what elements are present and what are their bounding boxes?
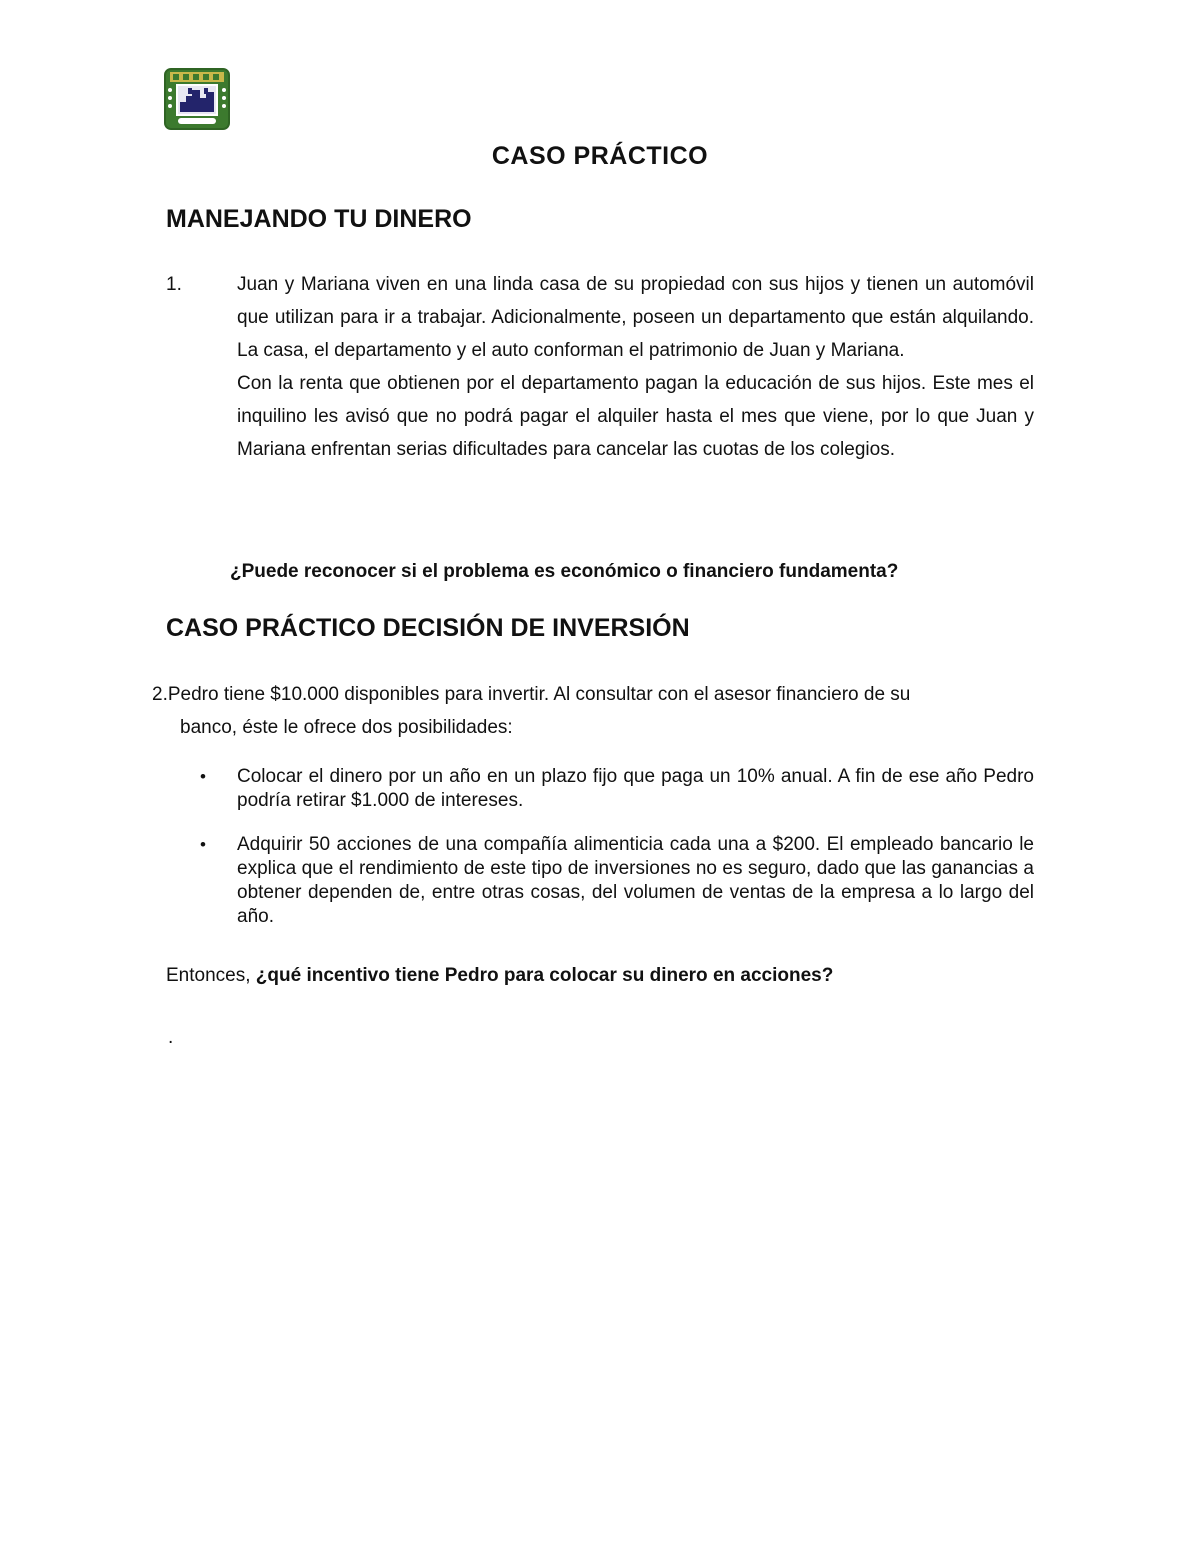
investment-options-list: [200, 765, 1034, 949]
list-item: [200, 765, 1034, 813]
section-heading-inversion: CASO PRÁCTICO DECISIÓN DE INVERSIÓN: [166, 614, 690, 642]
case-paragraph-1: Juan y Mariana viven en una linda casa de su propiedad con sus hijos y tienen un automóvil que utilizan para ir a trabajar. Adicionalmente, poseen un departamento que están alquilando. La casa, el departamento y el auto conforman el patrimonio de Juan y Mariana.: [237, 274, 1034, 361]
case-2-question: [166, 965, 833, 987]
institution-logo: [164, 68, 230, 130]
case-item-2-intro: [152, 678, 1034, 744]
bullet-icon: •: [200, 835, 206, 854]
question-prefix: Entonces,: [166, 965, 256, 986]
bullet-icon: •: [200, 767, 206, 786]
case-paragraph-2: Con la renta que obtienen por el departamento pagan la educación de sus hijos. Este mes el inquilino les avisó que no podrá pagar el alquiler hasta el mes que viene, por lo que Juan y Mariana enfrentan serias dificultades para cancelar las cuotas de los colegios.: [237, 373, 1034, 460]
case-1-question: ¿Puede reconocer si el problema es económico o financiero fundamenta?: [230, 561, 899, 582]
case-item-2-line-1: 2.Pedro tiene $10.000 disponibles para invertir. Al consultar con el asesor financiero de su: [152, 684, 911, 705]
section-heading-manejando: MANEJANDO TU DINERO: [166, 205, 472, 233]
case-item-1-text: [237, 268, 1034, 466]
trailing-mark: .: [168, 1027, 174, 1048]
list-item: [200, 833, 1034, 929]
document-title: CASO PRÁCTICO: [491, 142, 709, 170]
item-number: 1.: [166, 274, 182, 295]
case-item-2-line-2: banco, éste le ofrece dos posibilidades:: [180, 717, 513, 738]
question-bold: ¿qué incentivo tiene Pedro para colocar su dinero en acciones?: [255, 965, 834, 986]
option-text: Adquirir 50 acciones de una compañía alimenticia cada una a $200. El empleado bancario le explica que el rendimiento de este tipo de inversiones no es seguro, dado que las ganancias a obtener dependen de, entre otras cosas, del volumen de ventas de la empresa a lo largo del año.: [237, 834, 1034, 927]
option-text: Colocar el dinero por un año en un plazo fijo que paga un 10% anual. A fin de ese año Pedro podría retirar $1.000 de intereses.: [237, 766, 1034, 811]
